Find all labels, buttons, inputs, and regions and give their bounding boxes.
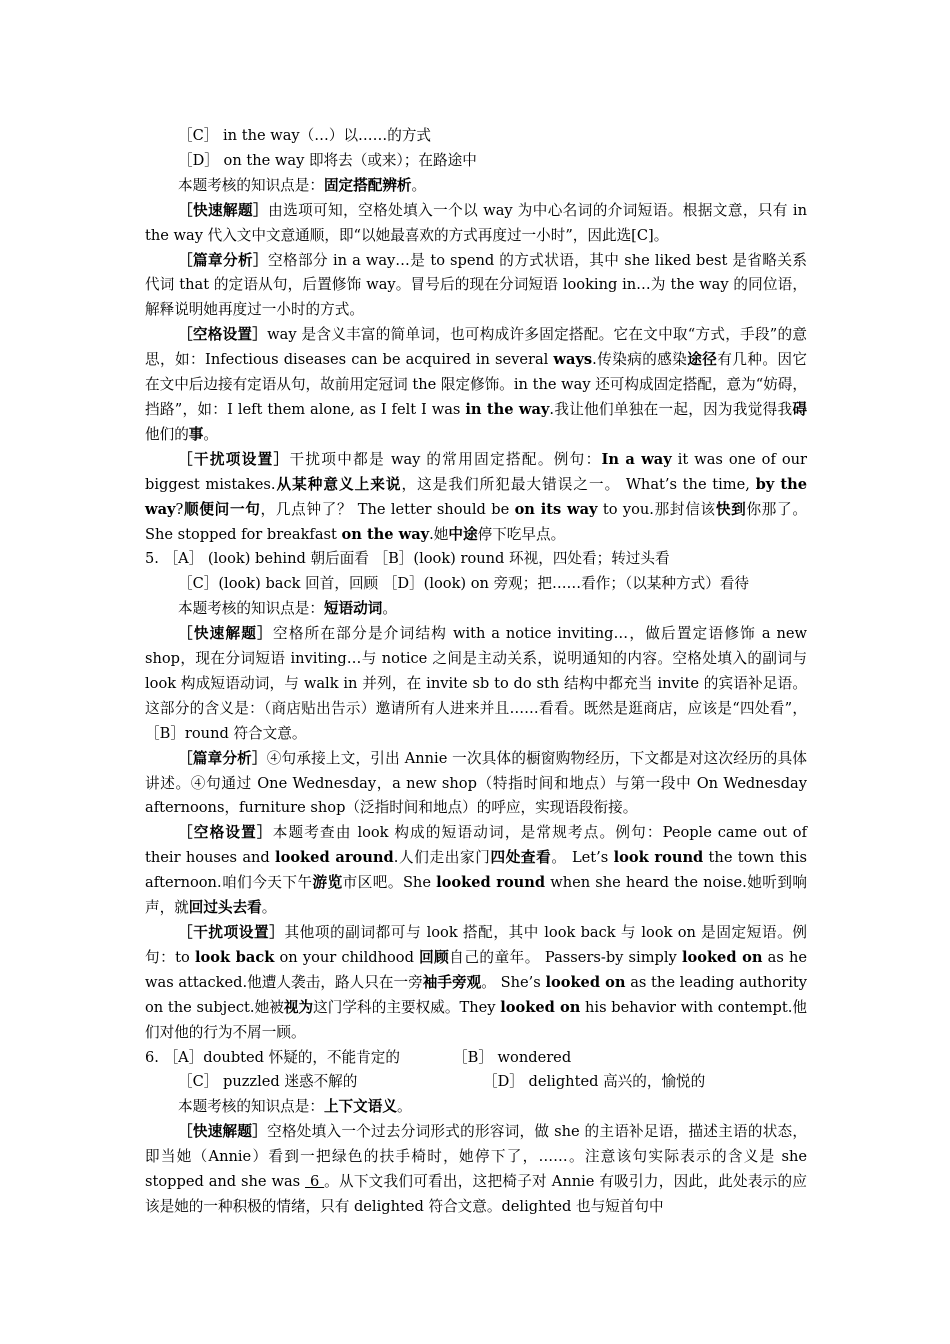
distractor-design-5: ［干扰项设置］其他项的副词都可与 look 搭配，其中 look back 与 look on 是固定短语。例句：to look back on your childhood 回顾自己的童年。 Passers-by simply looked on as he was attacked.他遭人袭击，路人只在一旁袖手旁观。 She’s looked on as the leading authority on the subject.她被视为这门学科的主要权威。They looked on his behavior with contempt.他们对他的行为不屑一顾。	[145, 924, 807, 1041]
question-6-options-cd	[145, 1070, 807, 1095]
option-c-line: ［C］ in the way（…）以……的方式	[178, 127, 432, 144]
knowledge-point-6: 本题考核的知识点是：上下文语义。	[178, 1098, 412, 1116]
quick-solution-4: ［快速解题］由选项可知，空格处填入一个以 way 为中心名词的介词短语。根据文意，只有 in the way 代入文中文意通顺，即“以她最喜欢的方式再度过一小时”，因此选[C]。	[145, 201, 807, 244]
quick-solution-5: ［快速解题］空格所在部分是介词结构 with a notice inviting…，做后置定语修饰 a new shop，现在分词短语 inviting…与 notice 之间是主动关系，说明通知的内容。空格处填入的副词与 look 构成短语动词，与 walk in 并列，在 invite sb to do sth 结构中都充当 invite 的宾语补足语。这部分的含义是：（商店贴出告示）邀请所有人进来并且……看看。既然是逛商店，应该是“四处看”，［B］round 符合文意。	[145, 625, 807, 742]
option-6c: ［C］ puzzled 迷惑不解的	[178, 1073, 358, 1091]
blank-design-5: ［空格设置］本题考查由 look 构成的短语动词，是常规考点。例句：People came out of their houses and looked around.人们走出家门四处查看。 Let’s look round the town this afternoon.咱们今天下午游览市区吧。She looked round when she heard the noise.她听到响声，就回过头去看。	[145, 824, 808, 917]
distractor-design-4: ［干扰项设置］干扰项中都是 way 的常用固定搭配。例句：In a way it was one of our biggest mistakes.从某种意义上来说，这是我们所犯最大错误之一。 What’s the time, by the way?顺便问一句，几点钟了？ The letter should be on its way to you.那封信该快到你那了。She stopped for breakfast on the way.她中途停下吃早点。	[145, 450, 807, 543]
text-analysis-5: ［篇章分析］④句承接上文，引出 Annie 一次具体的橱窗购物经历，下文都是对这次经历的具体讲述。④句通过 One Wednesday，a new shop（特指时间和地点）与第一段中 On Wednesday afternoons，furniture shop（泛指时间和地点）的呼应，实现语段衔接。	[145, 749, 807, 817]
question-5-options-ab: 5. ［A］ (look) behind 朝后面看 ［B］(look) round 环视，四处看；转过头看	[145, 550, 670, 568]
quick-solution-6: ［快速解题］空格处填入一个过去分词形式的形容词，做 she 的主语补足语，描述主语的状态，即当她（Annie）看到一把绿色的扶手椅时，她停下了，……。注意该句实际表示的含义是 she stopped and she was 6 。从下文我们可看出，这把椅子对 Annie 有吸引力，因此，此处表示的应该是她的一种积极的情绪，只有 delighted 符合文意。delighted 也与短首句中	[145, 1123, 807, 1215]
option-6b: ［B］ wondered	[453, 1048, 572, 1066]
question-6-options-ab	[145, 1046, 807, 1071]
text-analysis-4: ［篇章分析］空格部分 in a way…是 to spend 的方式状语，其中 she liked best 是省略关系代词 that 的定语从句，后置修饰 way。冒号后的现在分词短语 looking in…为 the way 的同位语，解释说明她再度过一小时的方式。	[145, 251, 807, 319]
knowledge-point-5: 本题考核的知识点是：短语动词。	[178, 600, 397, 618]
option-d-line: ［D］ on the way 即将去（或来）；在路途中	[178, 151, 477, 169]
option-6a: 6. ［A］doubted 怀疑的，不能肯定的	[145, 1048, 400, 1066]
question-5-options-cd: ［C］(look) back 回首，回顾 ［D］(look) on 旁观；把……看作；（以某种方式）看待	[178, 575, 749, 593]
blank-design-4: ［空格设置］way 是含义丰富的简单词，也可构成许多固定搭配。它在文中取“方式，手段”的意思，如：Infectious diseases can be acquired in several ways.传染病的感染途径有几种。因它在文中后边接有定语从句，故前用定冠词 the 限定修饰。in the way 还可构成固定搭配，意为“妨碍，挡路”，如：I left them alone, as I felt I was in the way.我让他们单独在一起，因为我觉得我碍他们的事。	[145, 326, 808, 443]
document-page	[145, 124, 807, 1220]
knowledge-point-4: 本题考核的知识点是：固定搭配辨析。	[178, 176, 427, 194]
option-6d: ［D］ delighted 高兴的，愉悦的	[483, 1073, 706, 1091]
